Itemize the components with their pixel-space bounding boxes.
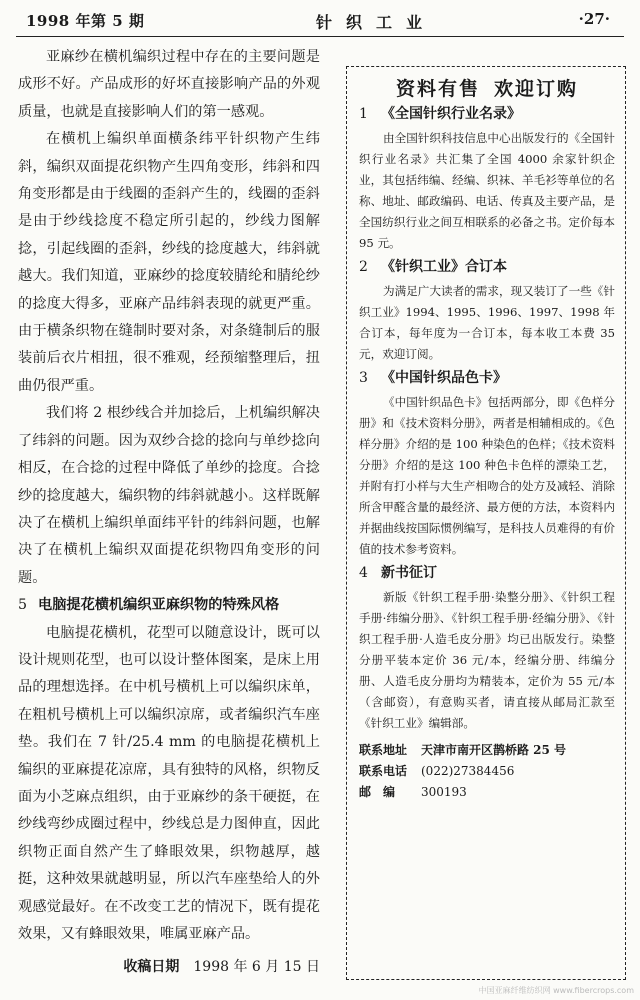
section-number: 5	[18, 597, 28, 614]
advert-item-heading	[359, 563, 615, 584]
header-rule	[16, 36, 624, 37]
article-paragraph: 在横机上编织单面横条纬平针织物产生纬斜，编织双面提花织物产生四角变形，纬斜和四角变形都是由于线圈的歪斜产生的，线圈的歪斜是由于纱线捻度不稳定所引起的，纱线力图解捻，引起线圈的歪斜，纱线的捻度越大，纬斜就越大。我们知道，亚麻纱的捻度较腈纶和腈纶纱的捻度大得多，亚麻产品纬斜表现的就更严重。由于横条织物在缝制时要对条，对条缝制后的服装前后衣片相扭，很不雅观，经预缩整理后，扭曲仍很严重。	[18, 131, 320, 394]
advert-item-title: 《中国针织品色卡》	[381, 370, 507, 386]
advert-item-text: 由全国针织科技信息中心出版发行的《全国针织行业名录》共汇集了全国 4000 余家针织企业，其包括纬编、经编、织袜、羊毛衫等单位的名称、地址、邮政编码、电话、传真及主要产品，是全国纺织行业之间互相联系的必备之书。定价每本 95 元。	[359, 131, 615, 250]
advert-item-text: 新版《针织工程手册·染整分册》、《针织工程手册·纬编分册》、《针织工程手册·经编分册》、《针织工程手册·人造毛皮分册》均已出版发行。染整分册平装本定价 36 元/本，经编分册、纬编分册、人造毛皮分册均为精装本，定价为 55 元/本（含邮资），有意购买者，请直接从邮局汇款至《针织工业》编辑部。	[359, 590, 615, 730]
advert-content	[359, 77, 615, 803]
contact-block	[359, 740, 615, 803]
advert-item-number: 2	[359, 259, 368, 275]
phone-label: 联系电话	[359, 764, 408, 778]
received-label: 收稿日期	[123, 959, 180, 976]
section-title: 电脑提花横机编织亚麻织物的特殊风格	[38, 597, 280, 614]
advert-item-number: 1	[359, 106, 368, 122]
advert-item-number: 4	[359, 565, 368, 581]
received-date: 1998 年 6 月 15 日	[193, 959, 320, 976]
advert-item-heading	[359, 104, 615, 125]
page-header	[16, 6, 624, 34]
article-paragraph: 我们将 2 根纱线合并加捻后，上机编织解决了纬斜的问题。因为双纱合捻的捻向与单纱捻向相反，在合捻的过程中降低了单纱的捻度。合捻纱的捻度越大，编织物的纬斜就越小。这样既解决了在横机上编织单面纬平针的纬斜问题，也解决了在横机上编织双面提花织物四角变形的问题。	[18, 405, 320, 586]
received-date-line	[18, 954, 320, 981]
advert-item-title: 《针织工业》合订本	[381, 259, 507, 275]
page-number: ·27·	[578, 10, 610, 28]
advert-item-text: 为满足广大读者的需求，现又装订了一些《针织工业》1994、1995、1996、1997、1998 年合订本，每年度为一合订本，每本收工本费 35 元，欢迎订阅。	[359, 284, 615, 361]
advert-item-heading	[359, 257, 615, 278]
contact-phone	[359, 761, 615, 782]
phone-value: (022)27384456	[421, 764, 515, 778]
advert-title	[359, 79, 615, 100]
advert-item-heading	[359, 368, 615, 389]
contact-zip	[359, 782, 615, 803]
site-watermark: 中国亚麻纤维纺织网 www.fibercrops.com	[478, 986, 634, 995]
advert-item-number: 3	[359, 370, 368, 386]
advert-title-b: 欢迎订购	[494, 78, 579, 100]
advert-box	[346, 66, 626, 980]
zip-value: 300193	[421, 785, 467, 799]
advert-item-title: 《全国针织行业名录》	[381, 106, 521, 122]
issue-label: 1998 年第 5 期	[26, 12, 145, 30]
address-label: 联系地址	[359, 743, 408, 757]
section-heading	[18, 592, 320, 619]
advert-item-title: 新书征订	[381, 565, 437, 581]
journal-title: 针织工业	[316, 13, 437, 32]
address-value: 天津市南开区鹊桥路 25 号	[421, 743, 567, 757]
article-column	[18, 44, 320, 982]
advert-item-text: 《中国针织品色卡》包括两部分，即《色样分册》和《技术资料分册》，两者是相辅相成的。《色样分册》介绍的是 100 种染色的色样；《技术资料分册》介绍的是这 100 种色卡色样的漂染工艺，并附有打小样与大生产相吻合的处方及减轻、消除所含甲醛含量的最经济、最方便的方法，本资料内并据曲线按国际惯例编写，是科技人员难得的有价值的技术参考资料。	[359, 395, 615, 556]
advert-title-a: 资料有售	[395, 78, 480, 100]
article-paragraph: 亚麻纱在横机编织过程中存在的主要问题是成形不好。产品成形的好坏直接影响产品的外观质量，也就是直接影响人们的第一感观。	[18, 49, 320, 120]
article-paragraph: 电脑提花横机，花型可以随意设计，既可以设计规则花型，也可以设计整体图案，是床上用品的理想选择。在中机号横机上可以编织床单，在粗机号横机上可以编织凉席，或者编织汽车座垫。我们在 7 针/25.4 mm 的电脑提花横机上编织的亚麻提花凉席，具有独特的风格，织物反面为小芝麻点组织，由于亚麻纱的条干硬挺，在纱线弯纱成圈过程中，纱线总是力图伸直，因此织物正面自然产生了蜂眼效果，织物越厚，越挺，这种效果就越明显，所以汽车座垫给人的外观感觉最好。在不改变工艺的情况下，既有提花效果，又有蜂眼效果，唯属亚麻产品。	[18, 624, 320, 942]
zip-label: 邮 编	[359, 785, 396, 799]
contact-address	[359, 740, 615, 761]
